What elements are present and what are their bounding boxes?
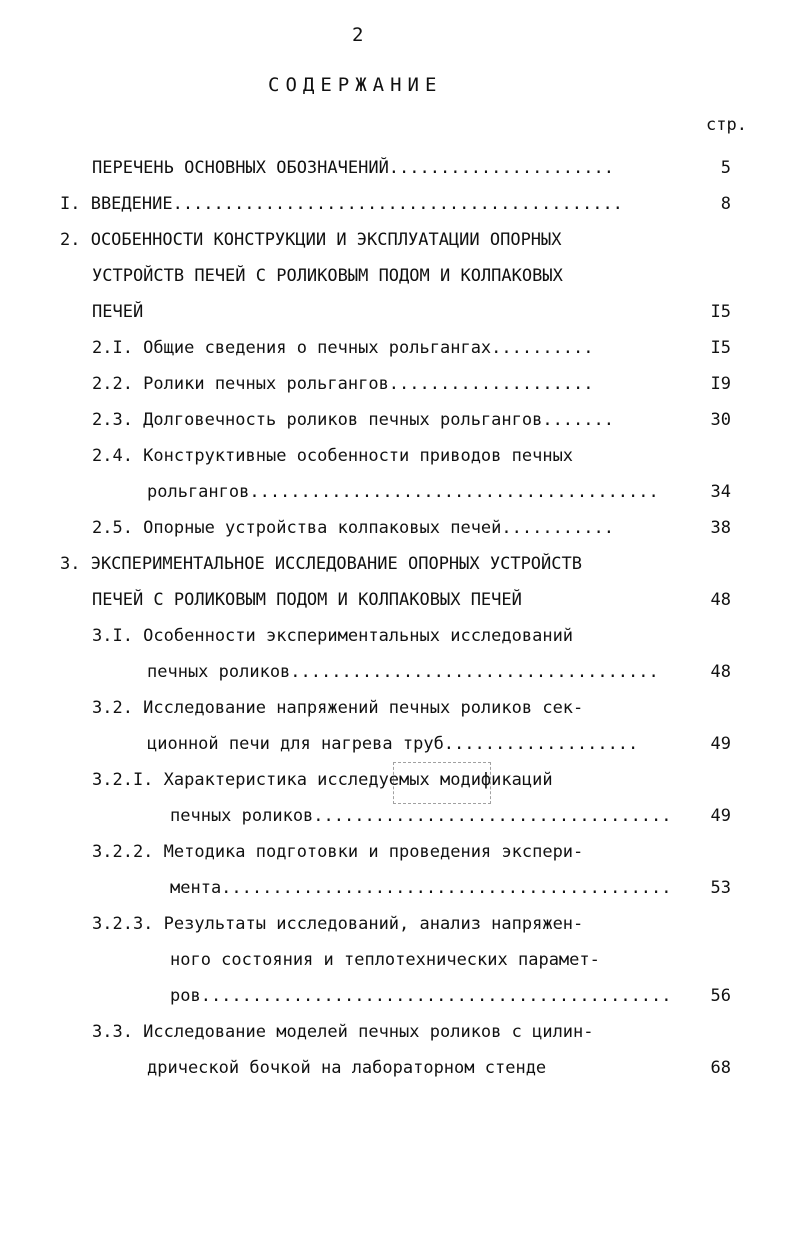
toc-entry-line: I. ВВЕДЕНИЕ............................................: [60, 194, 623, 214]
toc-page-number: I5: [710, 302, 731, 322]
page-title: СОДЕРЖАНИЕ: [268, 74, 443, 96]
toc-page-number: 8: [720, 194, 731, 214]
toc-entry-line: 2.5. Опорные устройства колпаковых печей...........: [92, 518, 614, 538]
toc-entry-line: 3.2.3. Результаты исследований, анализ напряжен-: [92, 914, 584, 934]
toc-entry-line: печных роликов...................................: [170, 806, 672, 826]
toc-page-number: 5: [720, 158, 731, 178]
toc-page-number: 68: [710, 1058, 731, 1078]
toc-page-number: 34: [710, 482, 731, 502]
toc-entry-line: 3.3. Исследование моделей печных роликов с цилин-: [92, 1022, 594, 1042]
toc-entry-line: ров..............................................: [170, 986, 672, 1006]
toc-page-number: 30: [710, 410, 731, 430]
toc-entry-line: ного состояния и теплотехнических парамет-: [170, 950, 600, 970]
toc-entry-line: 3.2.2. Методика подготовки и проведения экспери-: [92, 842, 584, 862]
toc-page-number: 48: [710, 662, 731, 682]
toc-entry-line: печных роликов....................................: [147, 662, 659, 682]
toc-entry-line: 3.I. Особенности экспериментальных исследований: [92, 626, 574, 646]
toc-entry-line: 2.2. Ролики печных рольгангов....................: [92, 374, 594, 394]
page-number: 2: [352, 24, 364, 46]
toc-entry-line: ционной печи для нагрева труб...................: [147, 734, 639, 754]
toc-entry-line: 2. ОСОБЕННОСТИ КОНСТРУКЦИИ И ЭКСПЛУАТАЦИИ ОПОРНЫХ: [60, 230, 562, 250]
toc-entry-line: ПЕЧЕЙ С РОЛИКОВЫМ ПОДОМ И КОЛПАКОВЫХ ПЕЧЕЙ: [92, 590, 522, 610]
toc-entry-line: мента............................................: [170, 878, 672, 898]
toc-entry-line: 2.3. Долговечность роликов печных рольгангов.......: [92, 410, 614, 430]
toc-entry-line: 3.2.I. Характеристика исследуемых модификаций: [92, 770, 553, 790]
toc-entry-line: ПЕЧЕЙ: [92, 302, 144, 322]
toc-entry-line: 3. ЭКСПЕРИМЕНТАЛЬНОЕ ИССЛЕДОВАНИЕ ОПОРНЫХ УСТРОЙСТВ: [60, 554, 582, 574]
toc-page-number: 38: [710, 518, 731, 538]
toc-page-number: 49: [710, 734, 731, 754]
toc-entry-line: ПЕРЕЧЕНЬ ОСНОВНЫХ ОБОЗНАЧЕНИЙ......................: [92, 158, 614, 178]
toc-page-number: I5: [710, 338, 731, 358]
toc-page-number: 56: [710, 986, 731, 1006]
toc-page-number: 53: [710, 878, 731, 898]
toc-page-number: 48: [710, 590, 731, 610]
toc-entry-line: 3.2. Исследование напряжений печных роликов сек-: [92, 698, 584, 718]
toc-entry-line: рольгангов........................................: [147, 482, 659, 502]
toc-page-number: 49: [710, 806, 731, 826]
toc-entry-line: 2.4. Конструктивные особенности приводов печных: [92, 446, 574, 466]
toc-entry-line: 2.I. Общие сведения о печных рольгангах..........: [92, 338, 594, 358]
page-column-label: стр.: [706, 115, 747, 135]
toc-page-number: I9: [710, 374, 731, 394]
toc-entry-line: дрической бочкой на лабораторном стенде: [147, 1058, 547, 1078]
toc-entry-line: УСТРОЙСТВ ПЕЧЕЙ С РОЛИКОВЫМ ПОДОМ И КОЛПАКОВЫХ: [92, 266, 563, 286]
